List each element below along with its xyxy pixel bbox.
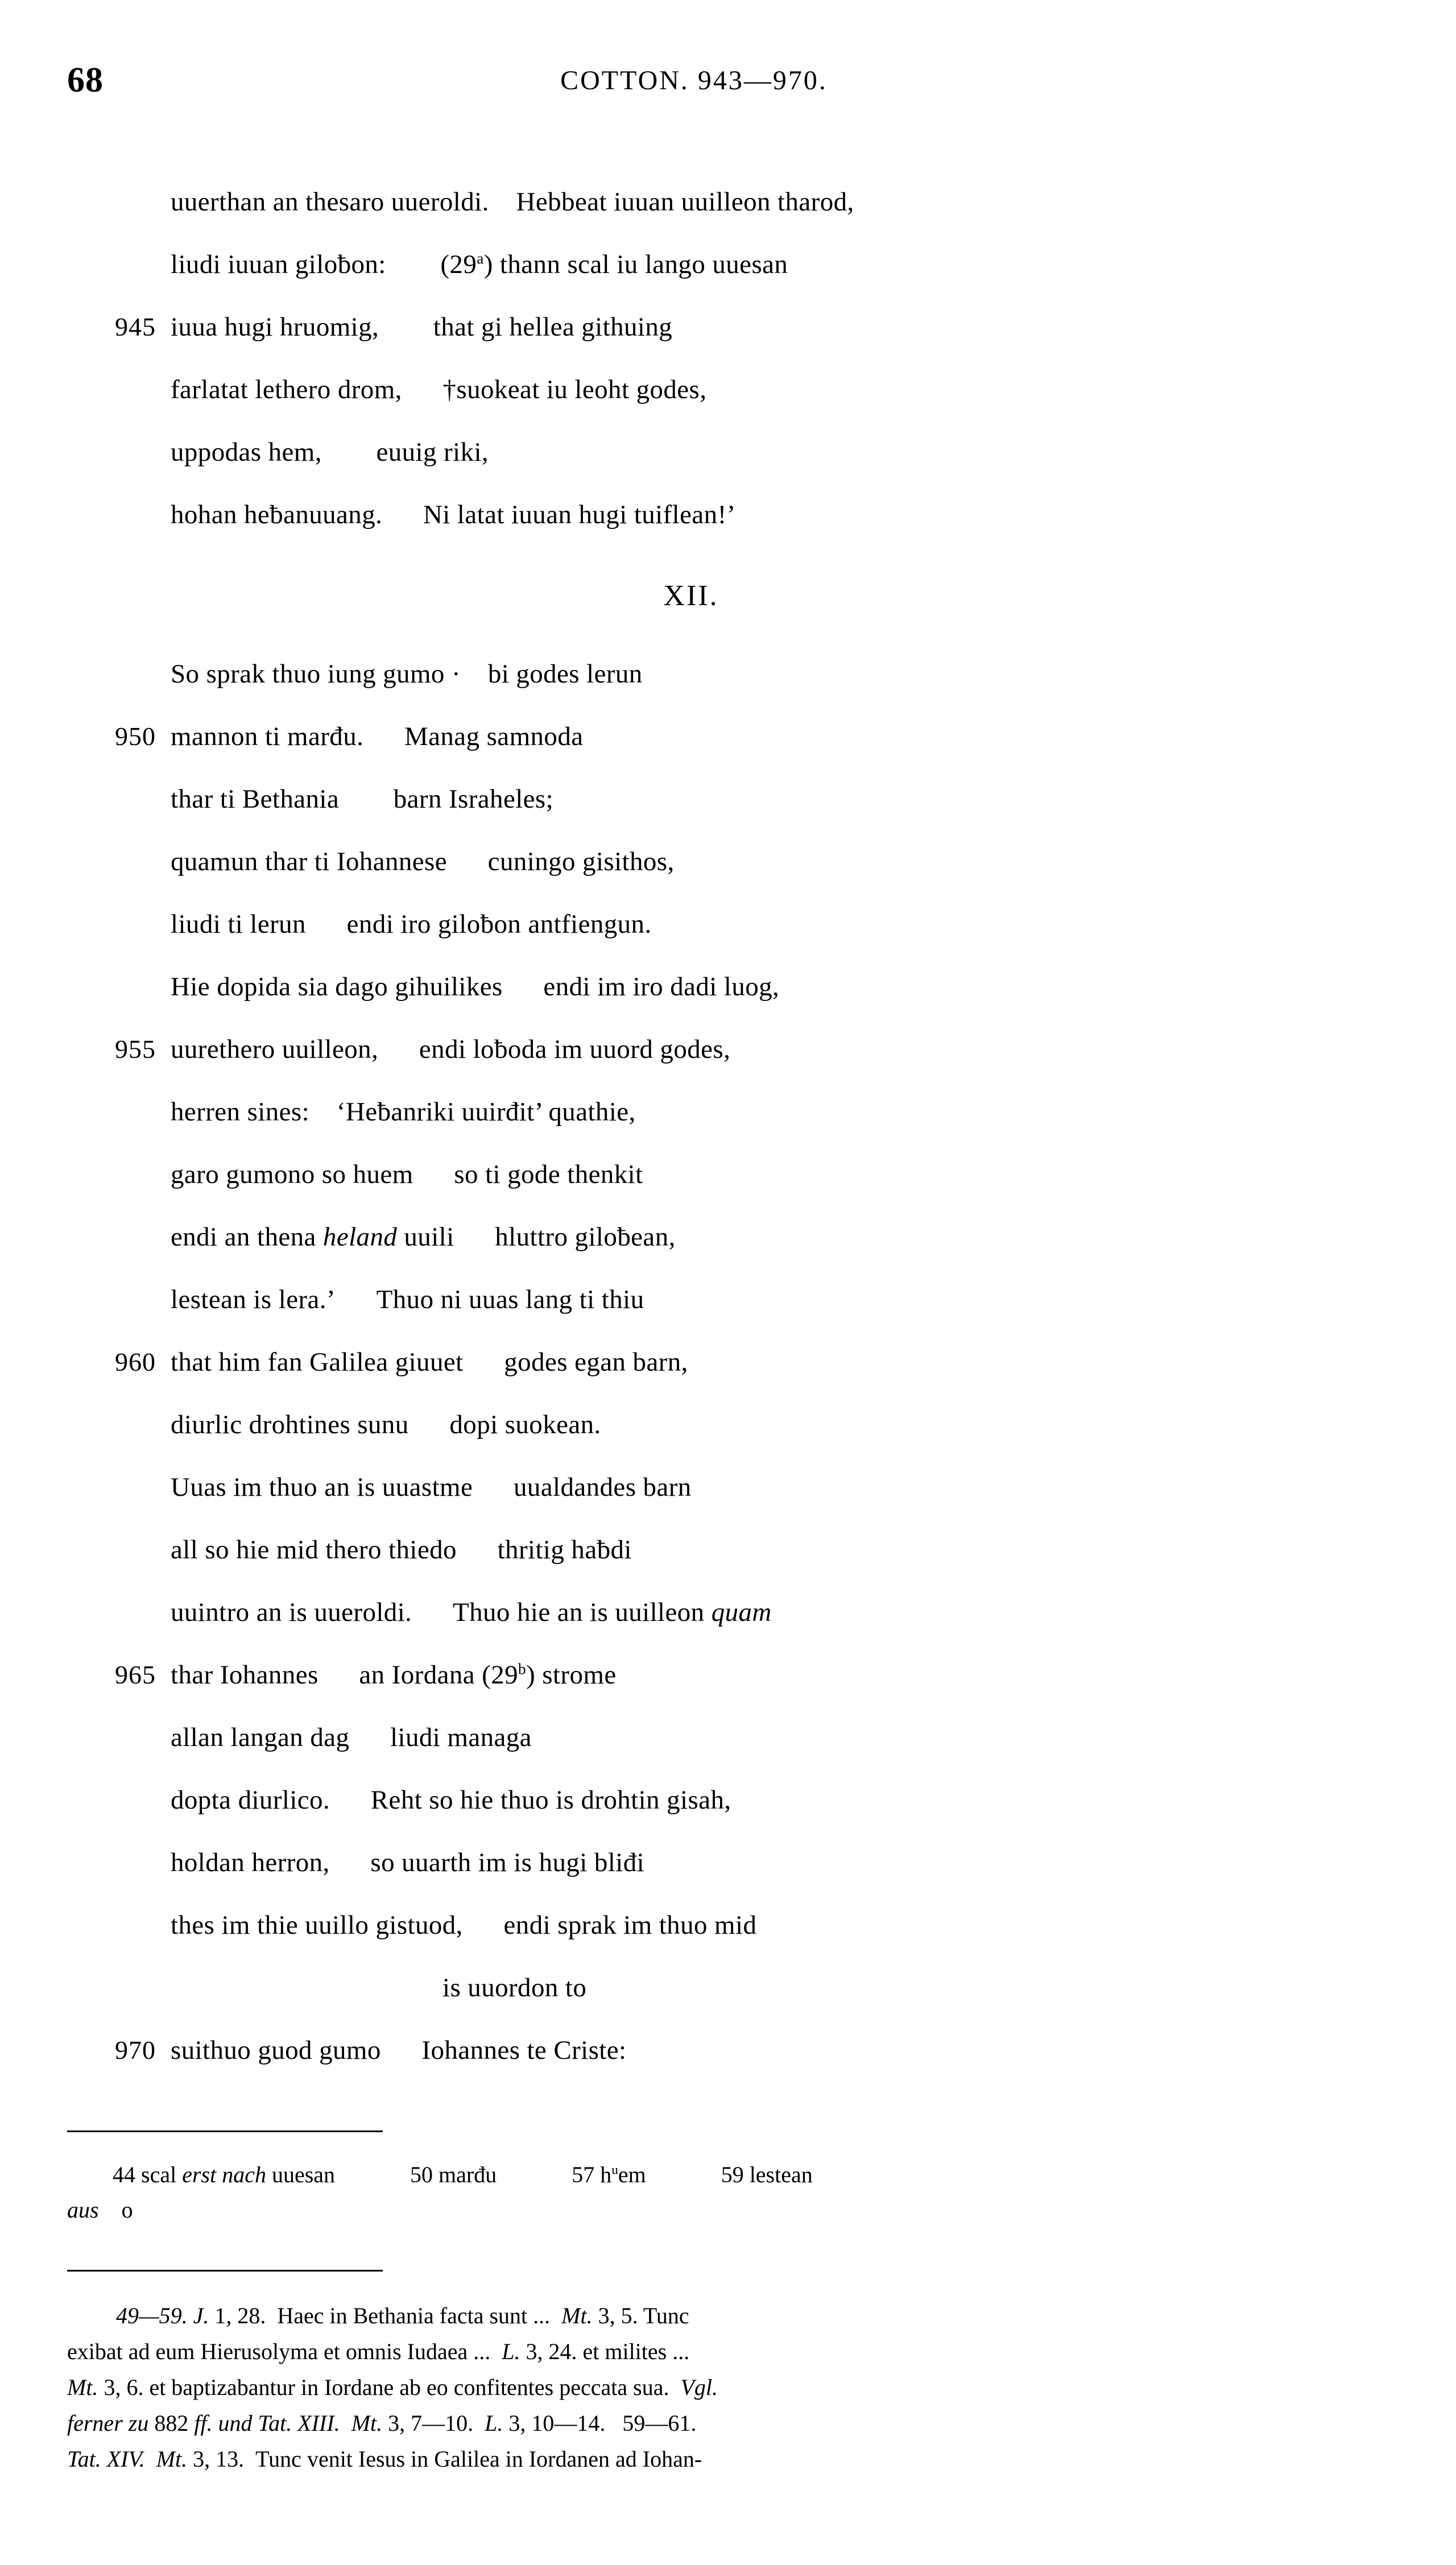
variant-reading: marđu [439, 2162, 497, 2187]
verse-line [0, 1956, 1456, 2019]
verse-line-text: is uuordon to [171, 1973, 587, 2003]
verse-line-text: suithuo guod gumo Iohannes te Criste: [171, 2036, 627, 2065]
verse-line-text: thar ti Bethania barn Israheles; [171, 784, 554, 814]
verse-line-number: 960 [115, 1347, 156, 1376]
verse-line-text: all so hie mid thero thiedo thritig haƀdi [171, 1535, 632, 1565]
verse-block-two [0, 643, 1456, 2082]
verse-line-text: thar Iohannes an Iordana (29$^b$) strome [171, 1660, 617, 1690]
verse-line [0, 483, 1456, 546]
verse-line-text: that him fan Galilea giuuet godes egan barn, [171, 1347, 688, 1377]
verse-line-number: 970 [115, 2036, 156, 2065]
verse-line [0, 1769, 1456, 1831]
verse-line-text: garo gumono so huem so ti gode thenkit [171, 1160, 643, 1189]
verse-line [0, 705, 1456, 768]
apparatus-variants-line [67, 2157, 1389, 2192]
reference-line: exibat ad eum Hierusolyma et omnis Iudaea ... L. 3, 24. et milites ... [67, 2339, 690, 2364]
variant-reading-tail: uuesan [266, 2162, 336, 2187]
verse-line-text: uuerthan an thesaro uueroldi. Hebbeat iuuan uuilleon tharod, [171, 187, 854, 217]
verse-line [0, 830, 1456, 893]
apparatus-references [0, 2298, 1456, 2477]
apparatus-rule-references [67, 2270, 383, 2272]
variant-entry [410, 2162, 497, 2187]
verse-line-text: holdan herron, so uuarth im is hugi bliđi [171, 1848, 645, 1877]
variant-reading: scal [141, 2162, 183, 2187]
verse-line-text: lestean is lera.’ Thuo ni uuas lang ti thiu [171, 1285, 644, 1314]
verse-line-text: farlatat lethero drom, †suokeat iu leoht godes, [171, 375, 707, 404]
running-head [0, 63, 1456, 131]
verse-line-text: So sprak thuo iung gumo · bi godes lerun [171, 659, 643, 689]
verse-line [0, 768, 1456, 830]
verse-line [0, 1143, 1456, 1206]
verse-line [0, 893, 1456, 955]
verse-line-text: dopta diurlico. Reht so hie thuo is drohtin gisah, [171, 1785, 731, 1815]
verse-line-text: Uuas im thuo an is uuastme uualdandes barn [171, 1472, 692, 1502]
verse-line-number: 950 [115, 722, 156, 751]
verse-line [0, 1581, 1456, 1644]
page-number: 68 [67, 61, 104, 100]
verse-line [0, 1393, 1456, 1456]
verse-line [0, 1894, 1456, 1956]
running-head-title: COTTON. 943—970. [560, 65, 828, 96]
variant-entry [721, 2162, 813, 2187]
verse-line-text: thes im thie uuillo gistuod, endi sprak im thuo mid [171, 1910, 757, 1940]
verse-line [0, 358, 1456, 421]
verse-line [0, 1519, 1456, 1581]
verse-line [0, 1644, 1456, 1706]
verse-line-number: 945 [115, 312, 156, 341]
verse-line-text: hohan heƀanuuang. Ni latat iuuan hugi tuiflean!’ [171, 500, 736, 529]
verse-line-text: uuintro an is uueroldi. Thuo hie an is uuilleon quam [171, 1598, 772, 1627]
verse-line-text: liudi iuuan giloƀon: (29$^a$) thann scal iu lango uuesan [171, 250, 788, 279]
reference-line: Tat. XIV. Mt. 3, 13. Tunc venit Iesus in Galilea in Iordanen ad Iohan- [67, 2446, 702, 2472]
variant-reading: $h^uem$ [600, 2162, 646, 2187]
variant-entry [113, 2162, 335, 2187]
verse-line [0, 1081, 1456, 1143]
variant-continuation-roman: o [98, 2197, 133, 2223]
verse-line-text: allan langan dag liudi managa [171, 1723, 532, 1752]
variant-line-number: 59 [721, 2162, 750, 2187]
verse-line [0, 2019, 1456, 2082]
verse-line-text: diurlic drohtines sunu dopi suokean. [171, 1410, 601, 1439]
verse-line [0, 171, 1456, 233]
variant-reading: lestean [749, 2162, 813, 2187]
verse-line-text: liudi ti lerun endi iro giloƀon antfiengun. [171, 909, 652, 939]
verse-line-number: 965 [115, 1660, 156, 1689]
verse-line [0, 1268, 1456, 1331]
verse-line [0, 1206, 1456, 1268]
verse-line-text: iuua hugi hruomig, that gi hellea githuing [171, 312, 673, 342]
variant-line-number: 57 [572, 2162, 601, 2187]
apparatus-variants [0, 2157, 1456, 2228]
verse-line [0, 1706, 1456, 1769]
verse-line [0, 1331, 1456, 1393]
apparatus-rule-variants [67, 2130, 383, 2132]
variant-entry [572, 2162, 646, 2187]
verse-line [0, 955, 1456, 1018]
document-page [0, 63, 1456, 2565]
reference-line: 49—59. J. 1, 28. Haec in Bethania facta sunt ... Mt. 3, 5. Tunc [116, 2303, 689, 2328]
verse-line-text: endi an thena heland uuili hluttro giloƀean, [171, 1222, 676, 1252]
verse-line [0, 643, 1456, 705]
verse-block-one [0, 171, 1456, 546]
verse-line [0, 421, 1456, 483]
reference-line: ferner zu 882 ff. und Tat. XIII. Mt. 3, 7—10. L. 3, 10—14. 59—61. [67, 2410, 697, 2436]
verse-line [0, 233, 1456, 296]
verse-line-number: 955 [115, 1035, 156, 1064]
verse-line [0, 296, 1456, 358]
variant-line-number: 44 [113, 2162, 141, 2187]
reference-line: Mt. 3, 6. et baptizabantur in Iordane ab eo confitentes peccata sua. Vgl. [67, 2374, 718, 2400]
verse-line [0, 1831, 1456, 1894]
variant-continuation-italic: aus [67, 2197, 99, 2223]
verse-line [0, 1018, 1456, 1081]
apparatus-variants-continuation [67, 2192, 1389, 2228]
verse-line-text: uurethero uuilleon, endi loƀoda im uuord godes, [171, 1035, 731, 1064]
verse-line-text: mannon ti marđu. Manag samnoda [171, 722, 584, 751]
verse-line-text: Hie dopida sia dago gihuilikes endi im iro dadi luog, [171, 972, 780, 1002]
verse-line [0, 1456, 1456, 1519]
verse-line-text: uppodas hem, euuig riki, [171, 437, 489, 467]
variant-line-number: 50 [410, 2162, 439, 2187]
verse-line-text: quamun thar ti Iohannese cuningo gisithos, [171, 847, 675, 876]
section-heading: XII. [663, 580, 719, 612]
variant-note-italic: erst nach [182, 2162, 266, 2187]
verse-line-text: herren sines: ‘Heƀanriki uuirđit’ quathie, [171, 1097, 636, 1127]
